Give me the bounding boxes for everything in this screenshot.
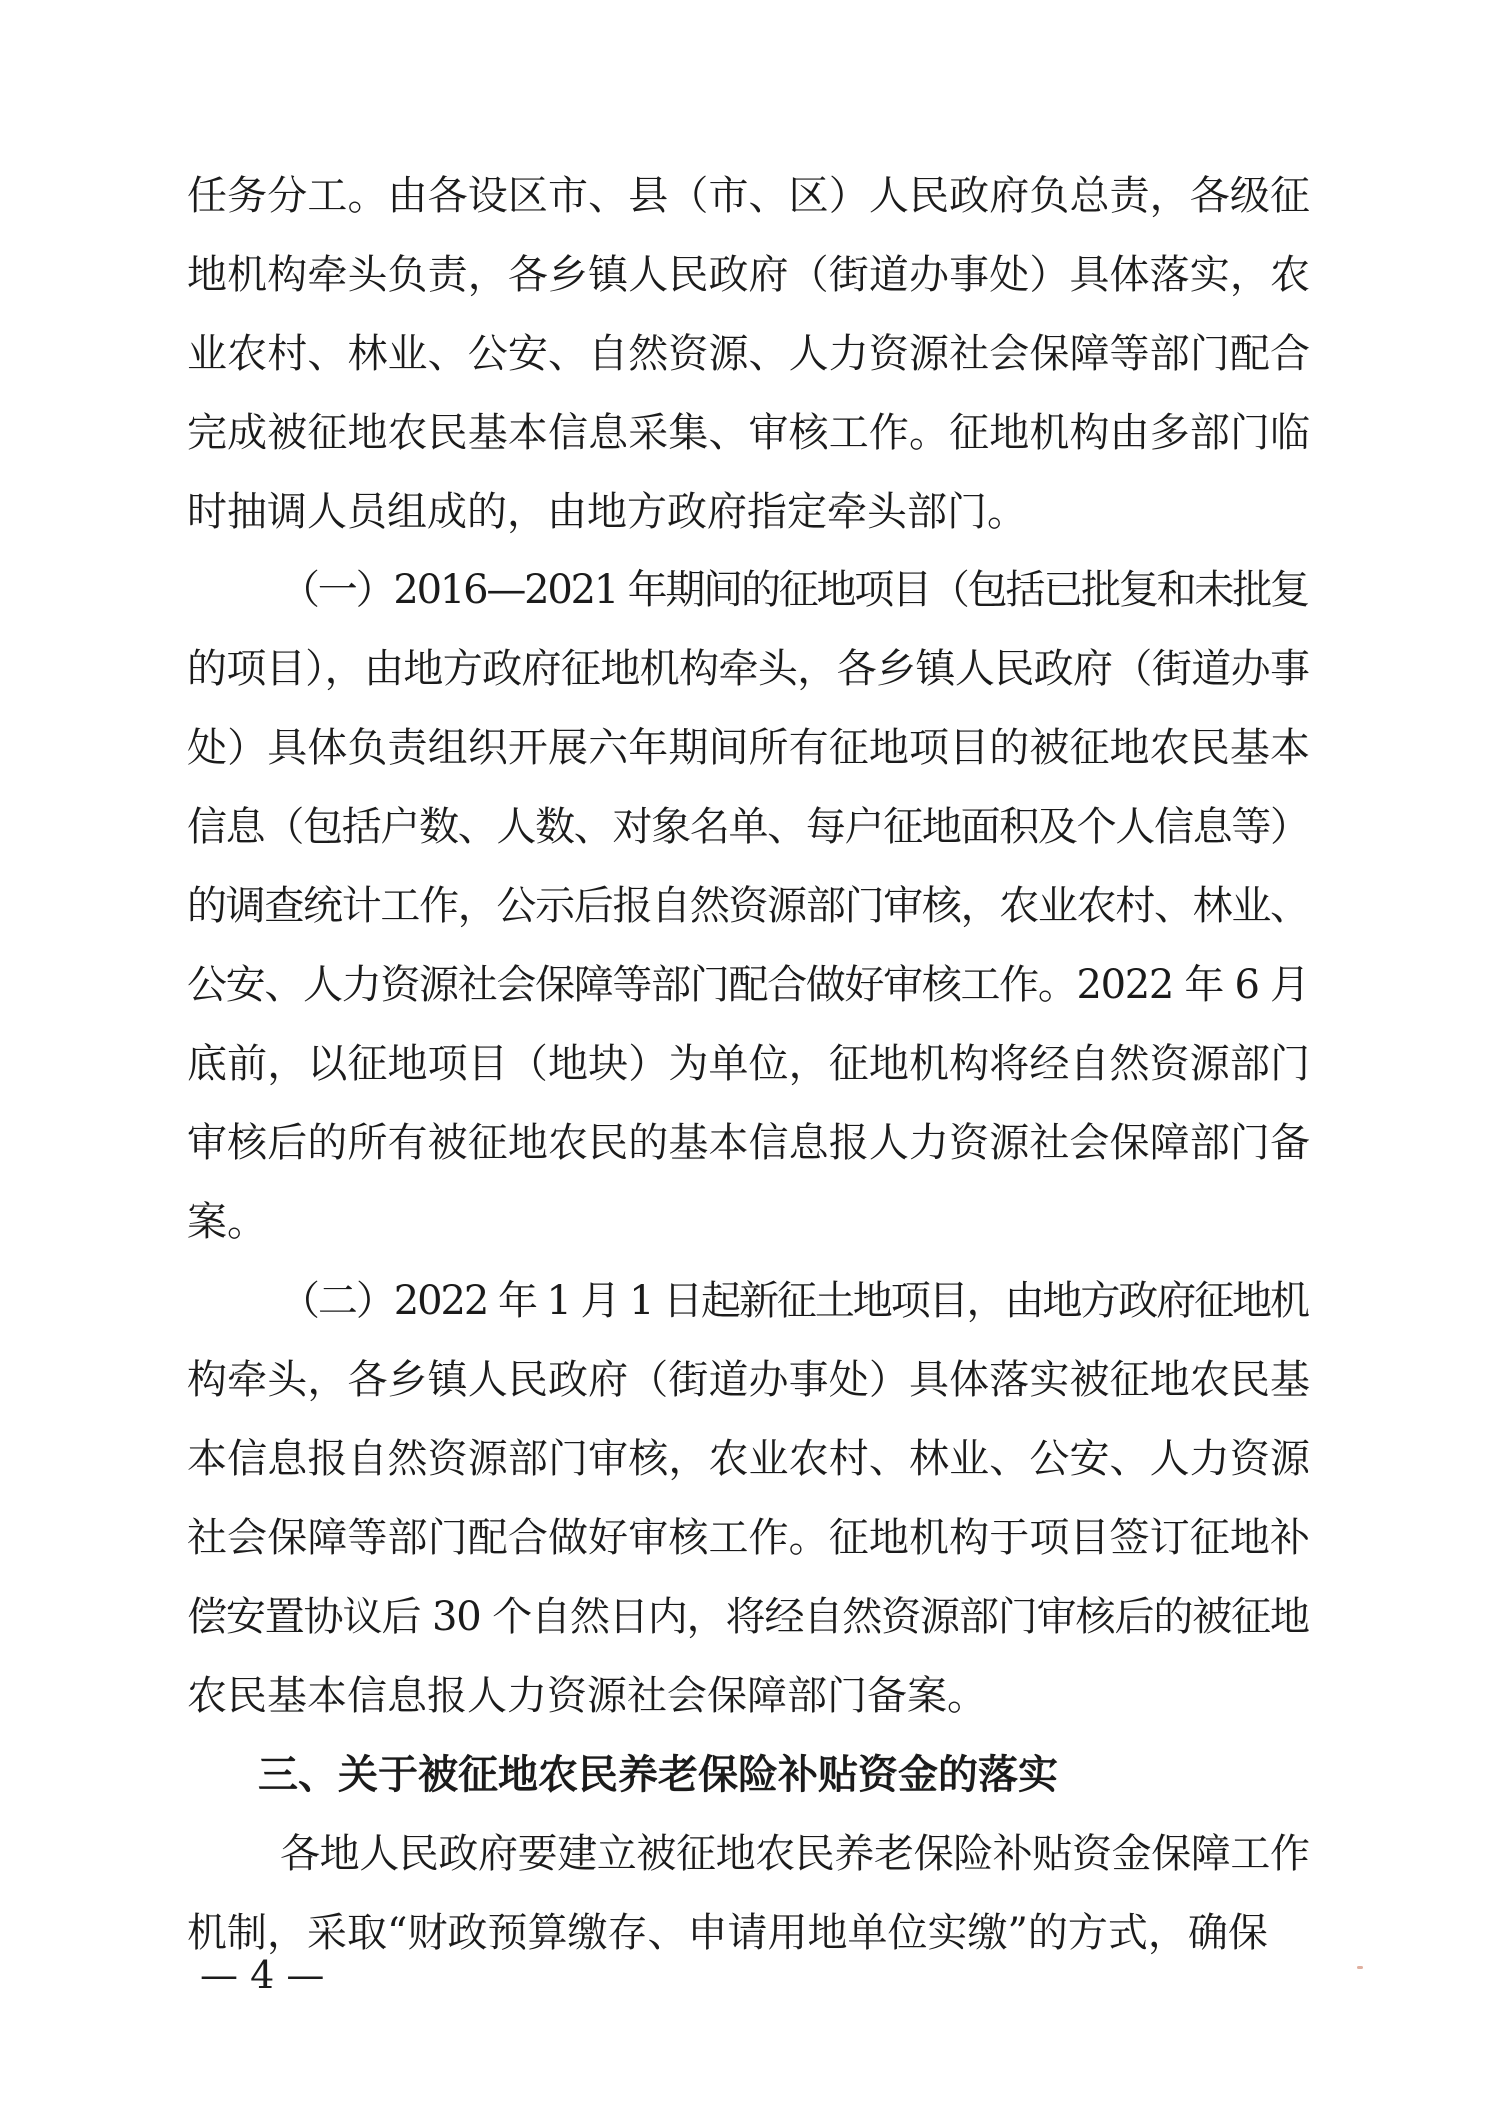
scan-speck [1357, 1966, 1363, 1969]
text-line: 偿安置协议后 30 个自然日内，将经自然资源部门审核后的被征地 [187, 1594, 1309, 1640]
text-line: 本信息报自然资源部门审核，农业农村、林业、公安、人力资源 [187, 1436, 1311, 1482]
text-line: 时抽调人员组成的，由地方政府指定牵头部门。 [187, 489, 1027, 535]
text-line: 地机构牵头负责，各乡镇人民政府（街道办事处）具体落实，农 [187, 252, 1311, 298]
text-line: 底前，以征地项目（地块）为单位，征地机构将经自然资源部门 [187, 1041, 1311, 1087]
text-line: 的调查统计工作，公示后报自然资源部门审核，农业农村、林业、 [187, 883, 1309, 929]
text-line: 农民基本信息报人力资源社会保障部门备案。 [187, 1673, 987, 1719]
text-line: 处）具体负责组织开展六年期间所有征地项目的被征地农民基本 [187, 725, 1311, 771]
text-line: 各地人民政府要建立被征地农民养老保险补贴资金保障工作 [280, 1831, 1310, 1877]
text-line: 业农村、林业、公安、自然资源、人力资源社会保障等部门配合 [187, 331, 1311, 377]
text-line: （二）2022 年 1 月 1 日起新征土地项目，由地方政府征地机 [280, 1278, 1308, 1324]
text-line: 社会保障等部门配合做好审核工作。征地机构于项目签订征地补 [187, 1515, 1311, 1561]
text-line: 公安、人力资源社会保障等部门配合做好审核工作。2022 年 6 月 [187, 962, 1309, 1008]
text-line: 信息（包括户数、人数、对象名单、每户征地面积及个人信息等） [187, 804, 1309, 850]
text-line: 构牵头，各乡镇人民政府（街道办事处）具体落实被征地农民基 [187, 1357, 1311, 1403]
text-line: 完成被征地农民基本信息采集、审核工作。征地机构由多部门临 [187, 410, 1311, 456]
text-line: 任务分工。由各设区市、县（市、区）人民政府负总责，各级征 [187, 173, 1311, 219]
text-line: 审核后的所有被征地农民的基本信息报人力资源社会保障部门备 [187, 1120, 1311, 1166]
section-heading: 三、关于被征地农民养老保险补贴资金的落实 [258, 1752, 1058, 1798]
page-number: — 4 — [200, 1953, 325, 1997]
text-line: 的项目），由地方政府征地机构牵头，各乡镇人民政府（街道办事 [187, 646, 1310, 692]
text-line: 机制，采取“财政预算缴存、申请用地单位实缴”的方式，确保 [187, 1910, 1268, 1956]
text-line: （一）2016—2021 年期间的征地项目（包括已批复和未批复 [280, 567, 1308, 613]
text-line: 案。 [187, 1199, 267, 1245]
